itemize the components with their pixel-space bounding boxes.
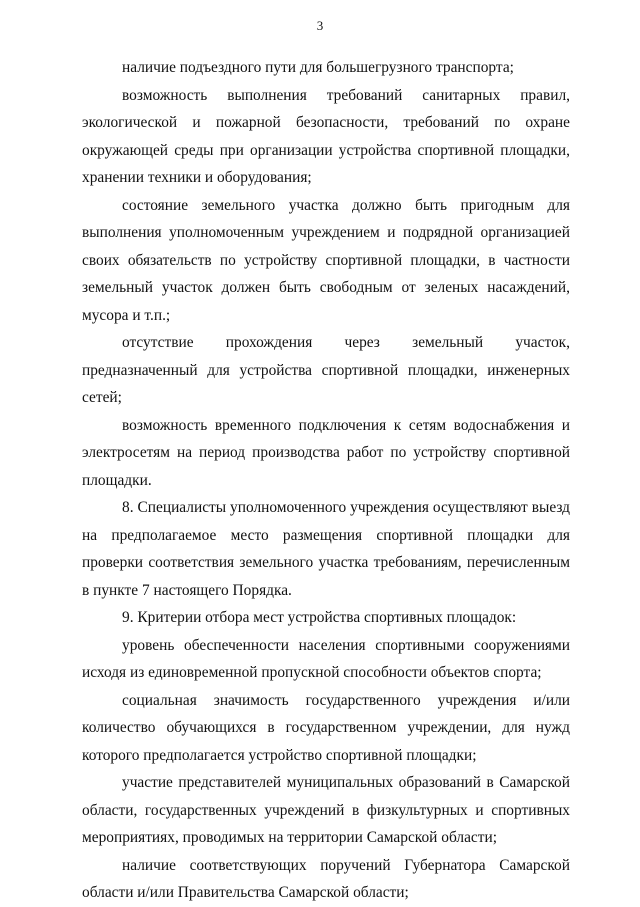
paragraph-governor-orders: наличие соответствующих поручений Губернатора Самарской области и/или Правительства Самарской области; [82, 856, 570, 901]
paragraph-sports-facility-coverage: уровень обеспеченности населения спортивными сооружениями исходя из единовременной пропускной способности объектов спорта; [82, 636, 570, 681]
paragraph-item-9-heading: 9. Критерии отбора мест устройства спортивных площадок: [122, 609, 517, 626]
document-body [82, 54, 570, 907]
paragraph-no-utility-networks: отсутствие прохождения через земельный участок, предназначенный для устройства спортивной площадки, инженерных сетей; [82, 334, 570, 406]
paragraph-access-road: наличие подъездного пути для большегрузного транспорта; [122, 59, 514, 76]
paragraph-social-significance: социальная значимость государственного учреждения и/или количество обучающихся в государственном учреждении, для нужд которого предполагается устройство спортивной площадки; [82, 691, 570, 764]
paragraph-land-condition: состояние земельного участка должно быть пригодным для выполнения уполномоченным учреждением и подрядной организацией своих обязательств по устройству спортивной площадки, в частности земельный участок должен быть свободным от зеленых насаждений, мусора и т.п.; [82, 196, 570, 324]
paragraph-temporary-connection: возможность временного подключения к сетям водоснабжения и электросетям на период производства работ по устройству спортивной площадки. [82, 416, 570, 489]
page-number: 3 [316, 18, 324, 33]
paragraph-sanitary-requirements: возможность выполнения требований санитарных правил, экологической и пожарной безопасности, требований по охране окружающей среды при организации устройства спортивной площадки, хранении техники и оборудования; [82, 86, 570, 186]
paragraph-item-8: 8. Специалисты уполномоченного учреждения осуществляют выезд на предполагаемое место размещения спортивной площадки для проверки соответствия земельного участка требованиям, перечисленным в пункте 7 настоящего Порядка. [82, 499, 570, 599]
paragraph-event-participation: участие представителей муниципальных образований в Самарской области, государственных учреждений в физкультурных и спортивных мероприятиях, проводимых на территории Самарской области; [82, 774, 570, 846]
